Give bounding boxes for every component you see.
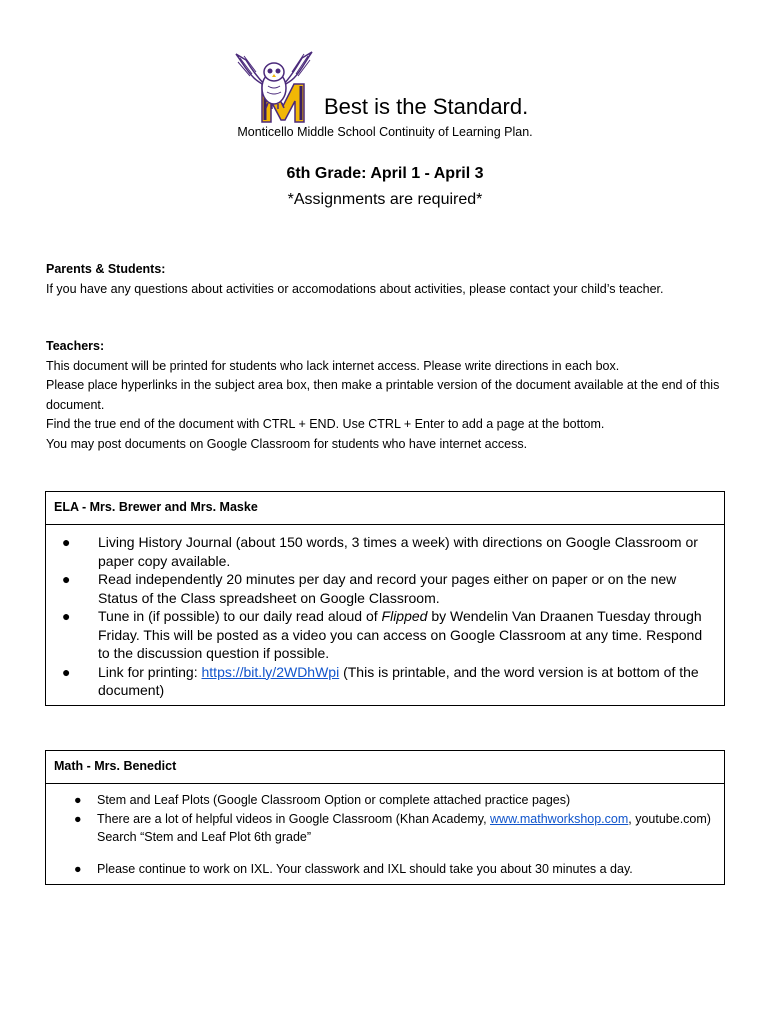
mathworkshop-link[interactable]: www.mathworkshop.com: [490, 811, 629, 826]
bullet-icon: ●: [62, 663, 71, 680]
list-item: [62, 570, 714, 607]
list-item: [62, 607, 714, 663]
math-item-text: Stem and Leaf Plots (Google Classroom Option or complete attached practice pages): [97, 793, 571, 807]
ela-box: [45, 491, 725, 706]
bullet-icon: ●: [62, 534, 71, 550]
ela-item-text: by Wendelin Van Draanen Tuesday through Friday. This will be posted as a video you can access on Google Classroom at any time. Respond to the discussion question if possible.: [98, 608, 703, 661]
list-item: [74, 860, 714, 879]
ela-item-text: Read independently 20 minutes per day and record your pages either on paper or on the new Status of the Class spreadsheet on Google Classroom.: [98, 571, 677, 606]
list-item: [74, 810, 714, 847]
owl-m-logo-icon: [232, 48, 318, 126]
bullet-icon: ●: [74, 793, 82, 807]
teachers-line: You may post documents on Google Classroom for students who have internet access.: [46, 436, 528, 451]
math-box-title: Math - Mrs. Benedict: [46, 751, 724, 784]
bullet-icon: ●: [62, 571, 71, 587]
math-list: [46, 784, 724, 878]
requirement-note: *Assignments are required*: [287, 191, 483, 208]
parents-text: If you have any questions about activities or accomodations about activities, please contact your child’s teacher.: [46, 281, 664, 296]
printing-link[interactable]: https://bit.ly/2WDhWpi: [201, 663, 340, 680]
bullet-icon: ●: [62, 608, 71, 624]
list-item: [62, 533, 714, 570]
teachers-line: Please place hyperlinks in the subject area box, then make a printable version of the document available at the end of this document.: [46, 378, 720, 412]
school-logo: [232, 48, 318, 126]
list-item: [74, 791, 714, 810]
book-title: Flipped: [381, 608, 428, 624]
teachers-line: Find the true end of the document with CTRL + END. Use CTRL + Enter to add a page at the bottom.: [46, 417, 605, 431]
ela-item-text: (This is printable, and the word version is at bottom of the document): [98, 663, 699, 698]
ela-item-text: Living History Journal (about 150 words, 3 times a week) with directions on Google Classroom or paper copy available.: [98, 534, 698, 569]
teachers-heading: Teachers:: [46, 339, 105, 353]
teachers-section: [46, 337, 736, 454]
math-item-text: There are a lot of helpful videos in Google Classroom (Khan Academy,: [97, 811, 491, 826]
ela-box-title: ELA - Mrs. Brewer and Mrs. Maske: [46, 492, 724, 525]
list-item: [62, 663, 714, 700]
math-item-text: Please continue to work on IXL. Your classwork and IXL should take you about 30 minutes a day.: [97, 861, 633, 876]
parents-heading: Parents & Students:: [46, 262, 166, 276]
plan-subtitle: Monticello Middle School Continuity of Learning Plan.: [237, 125, 533, 139]
grade-heading: 6th Grade: April 1 - April 3: [286, 165, 484, 182]
math-item-text: , youtube.com) Search “Stem and Leaf Plot 6th grade”: [97, 811, 711, 844]
math-box: [45, 750, 725, 885]
school-motto: Best is the Standard.: [324, 94, 529, 119]
teachers-line: This document will be printed for students who lack internet access. Please write directions in each box.: [46, 358, 620, 373]
ela-item-text: Tune in (if possible) to our daily read aloud of: [98, 608, 382, 624]
ela-item-text: Link for printing:: [98, 663, 202, 680]
parents-section: [46, 260, 736, 299]
bullet-icon: ●: [74, 811, 82, 826]
ela-list: [46, 525, 724, 700]
bullet-icon: ●: [74, 861, 82, 876]
